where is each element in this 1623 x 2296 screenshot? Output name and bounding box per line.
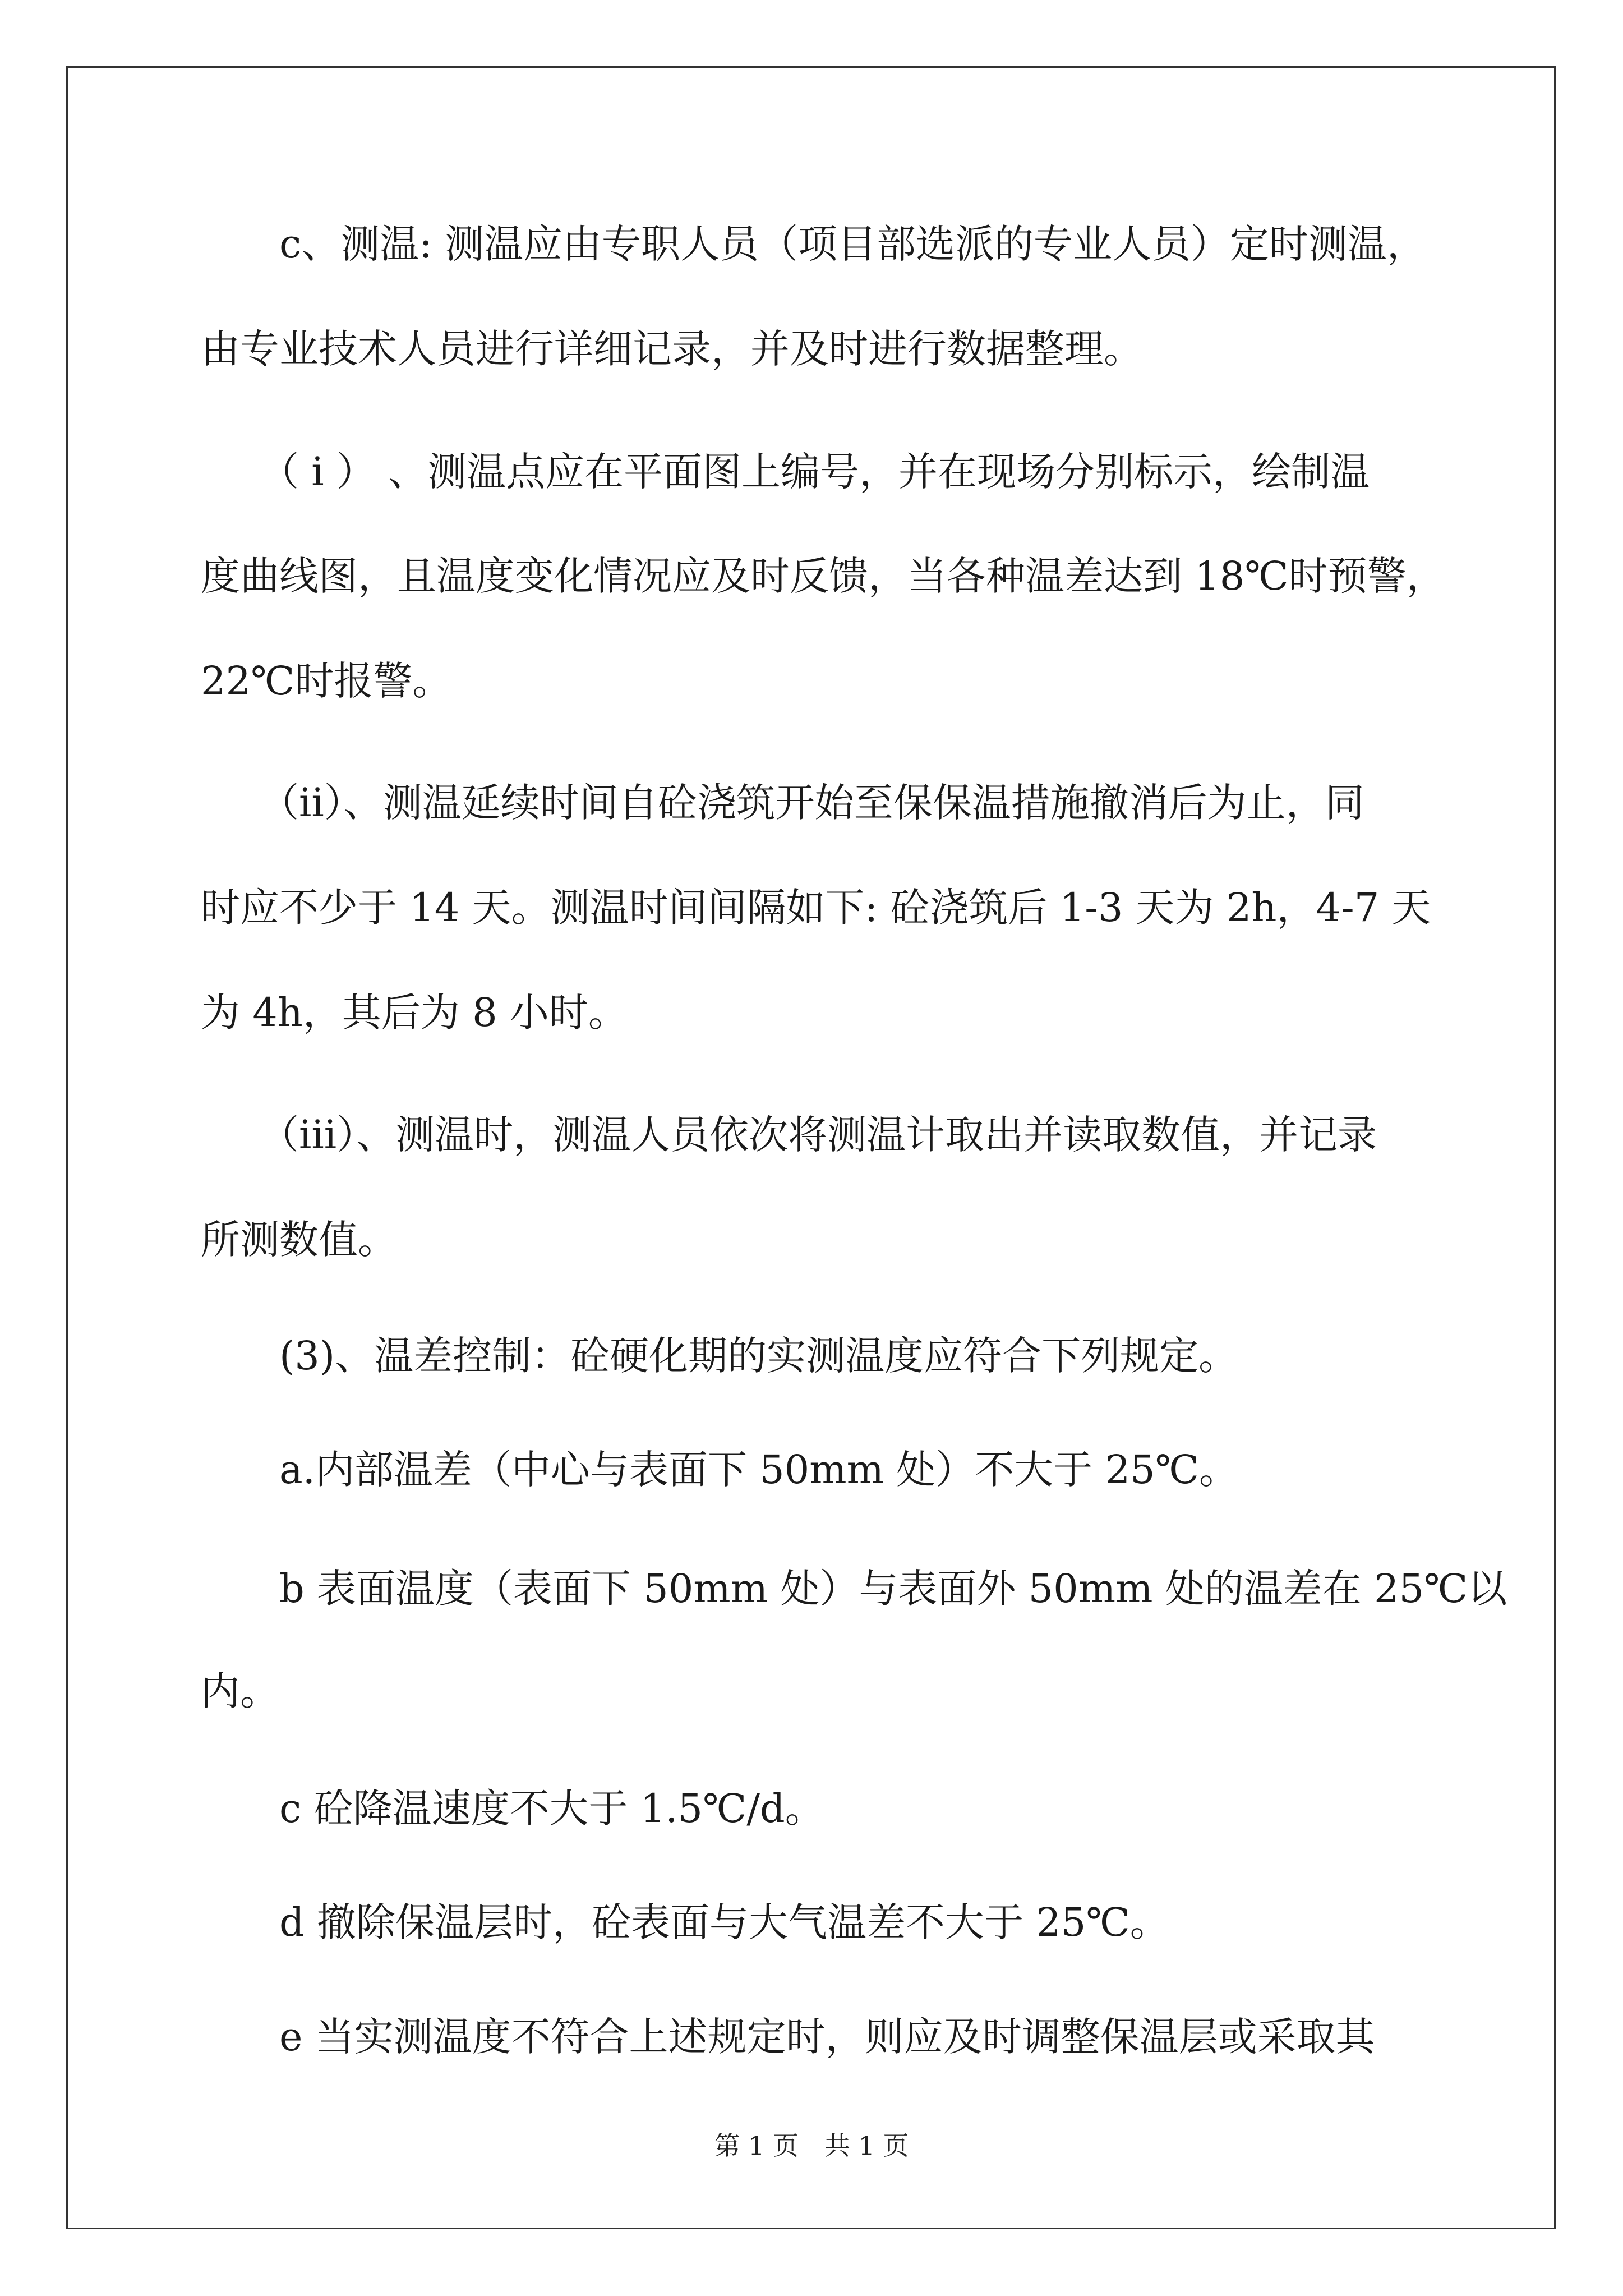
text-line: 所测数值。: [201, 1217, 397, 1263]
page-footer: 第 1 页 共 1 页: [714, 2131, 909, 2161]
text-line: e 当实测温度不符合上述规定时，则应及时调整保温层或采取其: [201, 2014, 1375, 2060]
text-line: d 撤除保温层时，砼表面与大气温差不大于 25℃。: [201, 1899, 1169, 1945]
text-line: （ i ） 、测温点应在平面图上编号，并在现场分别标示，绘制温: [201, 449, 1370, 495]
text-line: c 砼降温速度不大于 1.5℃/d。: [201, 1786, 824, 1832]
text-line: 时应不少于 14 天。测温时间间隔如下: 砼浇筑后 1-3 天为 2h，4-7 天: [201, 885, 1431, 931]
text-line: （iii）、测温时，测温人员依次将测温计取出并读取数值，并记录: [201, 1112, 1377, 1158]
text-line: 为 4h，其后为 8 小时。: [201, 990, 628, 1036]
text-line: b 表面温度（表面下 50mm 处）与表面外 50mm 处的温差在 25℃以: [201, 1566, 1507, 1612]
text-line: 22℃时报警。: [201, 658, 452, 704]
text-line: c、测温: 测温应由专职人员（项目部选派的专业人员）定时测温，: [201, 221, 1427, 267]
text-line: 内。: [201, 1668, 279, 1714]
text-line: a.内部温差（中心与表面下 50mm 处）不大于 25℃。: [201, 1447, 1238, 1493]
text-line: 由专业技术人员进行详细记录，并及时进行数据整理。: [201, 326, 1143, 372]
text-line: (3)、温差控制：砼硬化期的实测温度应符合下列规定。: [201, 1333, 1238, 1379]
text-line: （ii）、测温延续时间自砼浇筑开始至保保温措施撤消后为止，同: [201, 780, 1364, 826]
text-line: 度曲线图，且温度变化情况应及时反馈，当各种温差达到 18℃时预警，: [201, 553, 1446, 599]
